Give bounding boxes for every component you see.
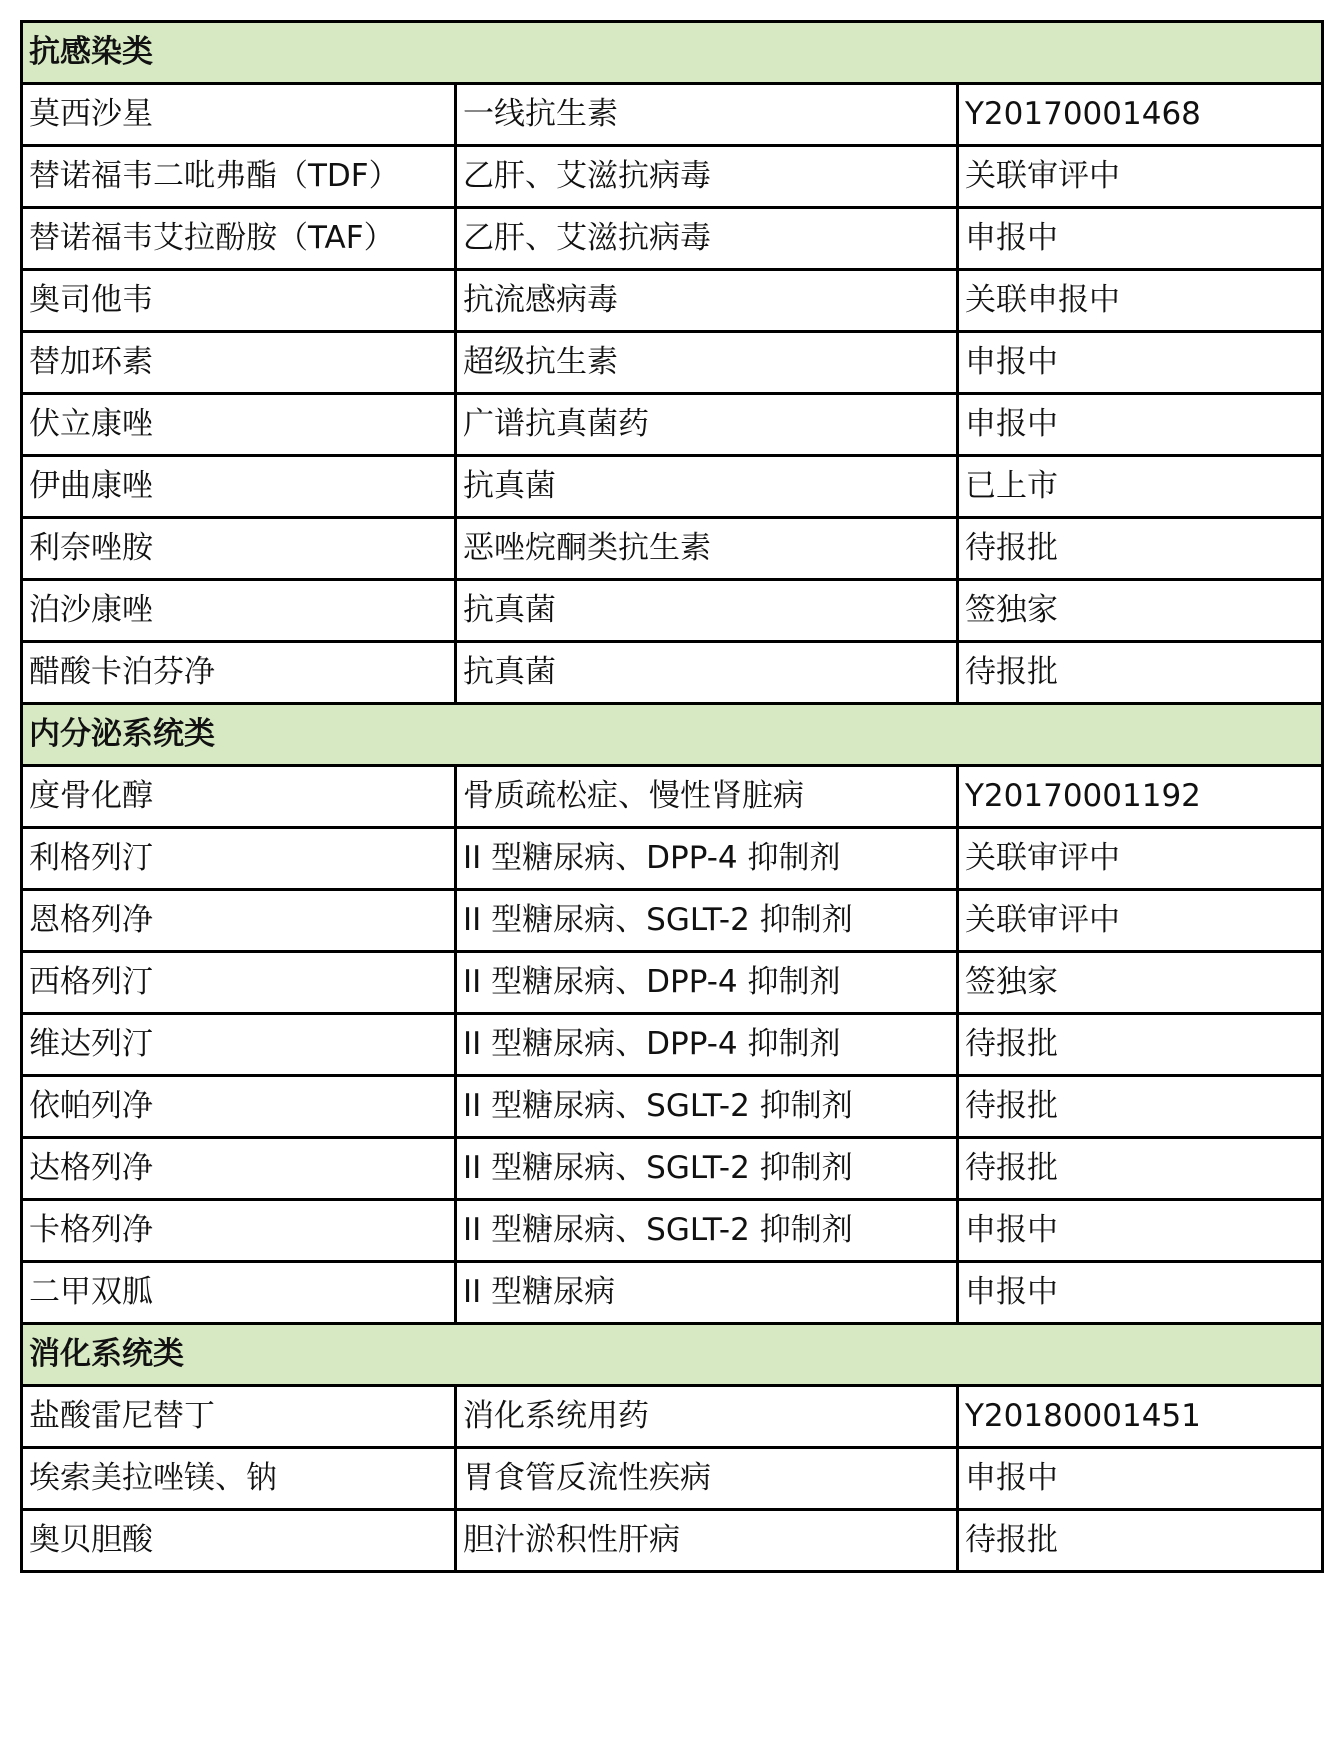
status-cell: 待报批 (958, 1510, 1323, 1572)
drug-name-cell: 替诺福韦艾拉酚胺（TAF） (22, 208, 456, 270)
indication-cell: 超级抗生素 (456, 332, 958, 394)
drug-name-cell: 达格列净 (22, 1138, 456, 1200)
drug-name-cell: 伏立康唑 (22, 394, 456, 456)
table-row (22, 518, 1323, 580)
table-row (22, 1262, 1323, 1324)
indication-cell: II 型糖尿病、SGLT-2 抑制剂 (456, 890, 958, 952)
table-row (22, 1014, 1323, 1076)
indication-cell: 乙肝、艾滋抗病毒 (456, 208, 958, 270)
status-cell: Y20170001192 (958, 766, 1323, 828)
indication-cell: 胃食管反流性疾病 (456, 1448, 958, 1510)
status-cell: 已上市 (958, 456, 1323, 518)
indication-cell: 乙肝、艾滋抗病毒 (456, 146, 958, 208)
status-cell: 待报批 (958, 1076, 1323, 1138)
drug-name-cell: 埃索美拉唑镁、钠 (22, 1448, 456, 1510)
table-row (22, 828, 1323, 890)
status-cell: 申报中 (958, 332, 1323, 394)
indication-cell: 一线抗生素 (456, 84, 958, 146)
table-row (22, 1386, 1323, 1448)
drug-name-cell: 醋酸卡泊芬净 (22, 642, 456, 704)
section-title: 消化系统类 (22, 1324, 1323, 1386)
indication-cell: 消化系统用药 (456, 1386, 958, 1448)
table-row (22, 332, 1323, 394)
table-row (22, 952, 1323, 1014)
table-row (22, 84, 1323, 146)
drug-name-cell: 替诺福韦二吡弗酯（TDF） (22, 146, 456, 208)
drug-name-cell: 二甲双胍 (22, 1262, 456, 1324)
indication-cell: 抗流感病毒 (456, 270, 958, 332)
section-title: 抗感染类 (22, 22, 1323, 84)
status-cell: 申报中 (958, 1200, 1323, 1262)
status-cell: 签独家 (958, 952, 1323, 1014)
table-row (22, 270, 1323, 332)
drug-name-cell: 度骨化醇 (22, 766, 456, 828)
drug-name-cell: 恩格列净 (22, 890, 456, 952)
indication-cell: 抗真菌 (456, 456, 958, 518)
status-cell: 申报中 (958, 1448, 1323, 1510)
indication-cell: II 型糖尿病、SGLT-2 抑制剂 (456, 1138, 958, 1200)
status-cell: 申报中 (958, 394, 1323, 456)
indication-cell: II 型糖尿病、SGLT-2 抑制剂 (456, 1200, 958, 1262)
table-row (22, 456, 1323, 518)
indication-cell: II 型糖尿病、DPP-4 抑制剂 (456, 828, 958, 890)
drug-name-cell: 西格列汀 (22, 952, 456, 1014)
status-cell: 关联审评中 (958, 890, 1323, 952)
table-row (22, 208, 1323, 270)
status-cell: 待报批 (958, 642, 1323, 704)
drug-name-cell: 卡格列净 (22, 1200, 456, 1262)
drug-name-cell: 莫西沙星 (22, 84, 456, 146)
status-cell: Y20180001451 (958, 1386, 1323, 1448)
table-row (22, 1448, 1323, 1510)
indication-cell: 广谱抗真菌药 (456, 394, 958, 456)
section-header-row (22, 1324, 1323, 1386)
indication-cell: 骨质疏松症、慢性肾脏病 (456, 766, 958, 828)
indication-cell: 抗真菌 (456, 642, 958, 704)
drug-name-cell: 依帕列净 (22, 1076, 456, 1138)
section-header-row (22, 704, 1323, 766)
drug-name-cell: 奥司他韦 (22, 270, 456, 332)
table-row (22, 146, 1323, 208)
status-cell: 待报批 (958, 1138, 1323, 1200)
drug-name-cell: 伊曲康唑 (22, 456, 456, 518)
indication-cell: II 型糖尿病 (456, 1262, 958, 1324)
section-header-row (22, 22, 1323, 84)
table-row (22, 1076, 1323, 1138)
drug-name-cell: 维达列汀 (22, 1014, 456, 1076)
status-cell: 关联审评中 (958, 146, 1323, 208)
status-cell: 申报中 (958, 208, 1323, 270)
table-row (22, 642, 1323, 704)
indication-cell: II 型糖尿病、DPP-4 抑制剂 (456, 1014, 958, 1076)
table-row (22, 580, 1323, 642)
drug-name-cell: 利格列汀 (22, 828, 456, 890)
status-cell: 申报中 (958, 1262, 1323, 1324)
indication-cell: 恶唑烷酮类抗生素 (456, 518, 958, 580)
drug-table (20, 20, 1324, 1573)
table-body (22, 22, 1323, 1572)
drug-name-cell: 利奈唑胺 (22, 518, 456, 580)
indication-cell: 胆汁淤积性肝病 (456, 1510, 958, 1572)
status-cell: 关联申报中 (958, 270, 1323, 332)
status-cell: 待报批 (958, 518, 1323, 580)
status-cell: 关联审评中 (958, 828, 1323, 890)
indication-cell: II 型糖尿病、SGLT-2 抑制剂 (456, 1076, 958, 1138)
drug-name-cell: 替加环素 (22, 332, 456, 394)
section-title: 内分泌系统类 (22, 704, 1323, 766)
table-row (22, 890, 1323, 952)
table-row (22, 766, 1323, 828)
status-cell: 签独家 (958, 580, 1323, 642)
status-cell: Y20170001468 (958, 84, 1323, 146)
drug-name-cell: 奥贝胆酸 (22, 1510, 456, 1572)
table-row (22, 394, 1323, 456)
drug-name-cell: 盐酸雷尼替丁 (22, 1386, 456, 1448)
drug-name-cell: 泊沙康唑 (22, 580, 456, 642)
indication-cell: 抗真菌 (456, 580, 958, 642)
table-row (22, 1138, 1323, 1200)
indication-cell: II 型糖尿病、DPP-4 抑制剂 (456, 952, 958, 1014)
table-row (22, 1510, 1323, 1572)
status-cell: 待报批 (958, 1014, 1323, 1076)
table-row (22, 1200, 1323, 1262)
